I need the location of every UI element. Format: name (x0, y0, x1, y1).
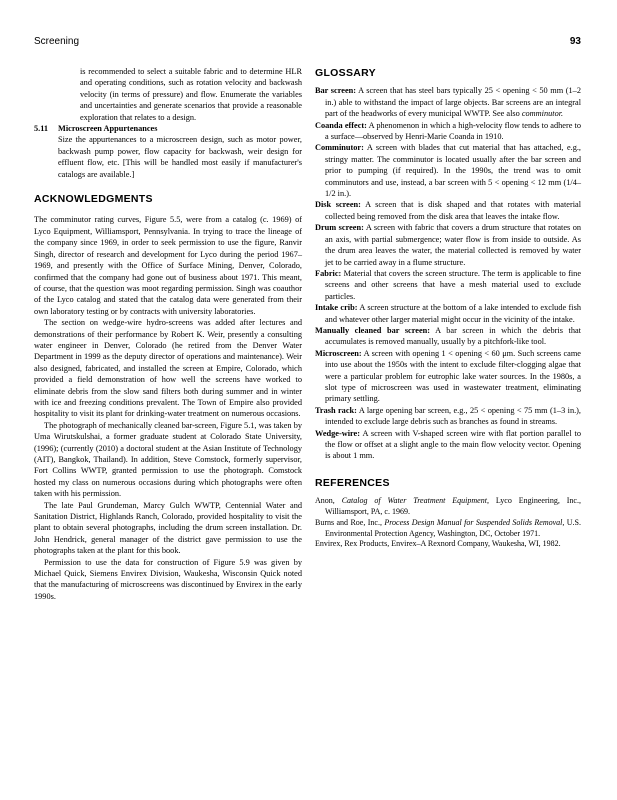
glossary-entry: Trash rack: A large opening bar screen, e.g., 25 < opening < 75 mm (1–3 in.), intended to exclude large debris such as branches as found in streams. (315, 405, 582, 427)
acknowledgment-paragraph: The comminutor rating curves, Figure 5.5, were from a catalog (c. 1969) of Lyco Equipment, Williamsport, Pennsylvania. In trying to trace the lineage of the company since 1969, in order to seek permission to use the figure, Ranvir Singh, director of research and development for Lyco during the period 1967–1969, and presently with the Office of Surface Mining, Denver, Colorado, confirmed that the company had gone out of business about 1971. This meant, of course, that the question was moot regarding permission. Singh was coauthor of the Lyco catalog and stated that the catalog data were generated from their own laboratory testing or by contracts with university laboratories. (34, 215, 302, 316)
glossary-term: Fabric: (315, 268, 342, 278)
glossary-entry: Bar screen: A screen that has steel bars typically 25 < opening < 50 mm (1–2 in.) able to withstand the impact of large objects. Bar screens are an integral part of the headworks of every municipal WWTP. See also comminutor. (315, 86, 581, 119)
glossary-entry: Comminutor: A screen with blades that cut material that has attached, e.g., stringy matter. The comminutor is located usually after the bar screen and prior to pumping (if required). In the 1990s, the trend was to omit comminutors and use, instead, a bar screen with 5 < opening < 12 mm (1/4–1/2 in.). (315, 143, 582, 199)
glossary-term: Manually cleaned bar screen: (315, 325, 431, 335)
running-head (34, 36, 581, 50)
running-head-section: Screening (34, 36, 80, 47)
exercise-item (34, 123, 302, 180)
left-column (34, 66, 302, 602)
glossary-term: Bar screen: (315, 86, 356, 96)
glossary-entry: Wedge-wire: A screen with V-shaped screen wire with flat portion parallel to the flow or offset at a slight angle to the main flow velocity vector. Opening is about 1 mm. (315, 428, 581, 461)
glossary-term: Intake crib: (315, 303, 358, 313)
glossary-entry: Fabric: Material that covers the screen structure. The term is applicable to fine screens and other screens that have a mesh material used to exclude particles. (315, 268, 582, 301)
glossary-term: Drum screen: (315, 223, 364, 233)
exercise-title: Microscreen Appurtenances (58, 124, 158, 134)
acknowledgment-paragraph: The late Paul Grundeman, Marcy Gulch WWTP, Centennial Water and Sanitation District, Highlands Ranch, Colorado, provided hospitality to visit the plant to obtain several photographs, including the drum screen installation. Dr. John Hendrick, general manager of the district gave permission to use the photographs taken at the plant for this book. (34, 500, 302, 556)
exercise-number: 5.11 (34, 124, 49, 134)
right-column (315, 66, 581, 550)
exercise-continuation: is recommended to select a suitable fabric and to determine HLR and operating conditions, such as rotation velocity and backwash velocity (in terms of pressure) and flow. Enumerate the variables and uncertainties and generate scenarios that provide a reasonable exploration that relates to a design. (80, 67, 302, 122)
glossary-entry: Intake crib: A screen structure at the bottom of a lake intended to exclude fish and whatever other larger material might occur in the vicinity of the intake. (315, 303, 581, 324)
acknowledgment-paragraph: Permission to use the data for construction of Figure 5.9 was given by Michael Quick, Siemens Envirex Division, Waukesha, Wisconsin Quick noted that the manufacturing of microscreens was discontinued by Envirex in the early 1990s. (34, 557, 302, 601)
reference-entry: Envirex, Rex Products, Envirex–A Rexnord Company, Waukesha, WI, 1982. (315, 539, 561, 549)
acknowledgment-paragraph: The photograph of mechanically cleaned bar-screen, Figure 5.1, was taken by Uma Wirutskulshai, a former graduate student at Colorado State University, (1996); (currently (2010) a doctoral student at the Asian Institute of Technology (AIT), Bangkok, Thailand). In addition, Steve Comstock, formerly supervisor, Fort Collins WWTP, granted permission to use the photograph. Comstock hosted my class on numerous occasions during which photographs were often taken with his permission. (34, 420, 302, 499)
acknowledgments-heading: ACKNOWLEDGMENTS (34, 193, 153, 206)
glossary-entry: Coanda effect: A phenomenon in which a high-velocity flow tends to adhere to a surface—observed by Henri-Marie Coanda in 1910. (315, 120, 581, 142)
glossary-heading: GLOSSARY (315, 67, 376, 79)
reference-entry: Burns and Roe, Inc., Process Design Manual for Suspended Solids Removal, U.S. Environmental Protection Agency, Washington, DC, October 1971. (315, 517, 582, 538)
reference-title: Process Design Manual for Suspended Solids Removal (384, 517, 563, 527)
glossary-term: Comminutor: (315, 143, 364, 153)
reference-title: Catalog of Water Treatment Equipment (341, 496, 487, 506)
acknowledgment-paragraph: The section on wedge-wire hydro-screens was added after lectures and demonstrations of their performance by Robert K. Weir, presently a consulting water engineer in Denver, Colorado (he retired from the Denver Water Department in 1999 as the deputy director of operations and maintenance). Weir also designed, fabricated, and installed the screen at Empire, Colorado, which provided a field demonstration of how well the screens have worked to eliminate debris from the slow sand filters both during summer and in winter with ice and freezing conditions prevalent. The Town of Empire also provided hospitality to visit its plant for drinking-water treatment on numerous occasions. (34, 318, 302, 419)
page-number: 93 (569, 36, 581, 47)
glossary-entry: Manually cleaned bar screen: A bar screen in which the debris that accumulates is removed manually, usually by a pitchfork-like tool. (315, 325, 581, 347)
references-heading: REFERENCES (315, 476, 390, 489)
glossary-term: Disk screen: (315, 200, 361, 210)
glossary-entry: Drum screen: A screen with fabric that covers a drum structure that rotates on an axis, with partial submergence; water flow is from inside to outside. As the drum area leaves the water, the material collected is removed by water jet to be carried away in a flume structure. (315, 223, 581, 267)
reference-entry: Anon, Catalog of Water Treatment Equipment, Lyco Engineering, Inc., Williamsport, PA, c. 1969. (315, 496, 581, 517)
glossary-term: Wedge-wire: (315, 428, 361, 438)
exercise-body: Size the appurtenances to a microscreen design, such as motor power, backwash pump power, flow capacity for backwash, weir design for effluent flow, etc. [This will be handled most easily if manufacturer's catalogs are available.] (58, 135, 302, 179)
glossary-entry: Microscreen: A screen with opening 1 < opening < 60 μm. Such screens came into use about the 1950s with the intent to exclude filter-clogging algae that were a particular problem for eutrophic lake water sources. In the 1980s, a slot type of microscreen was used in wastewater treatment, eliminating primary settling. (315, 348, 581, 404)
glossary-term: Microscreen: (315, 348, 362, 358)
glossary-entry: Disk screen: A screen that is disk shaped and that rotates with material collected being removed from the disk area that leaves the intake flow. (315, 200, 581, 221)
glossary-term: Coanda effect: (315, 120, 367, 130)
glossary-term: Trash rack: (315, 405, 357, 415)
